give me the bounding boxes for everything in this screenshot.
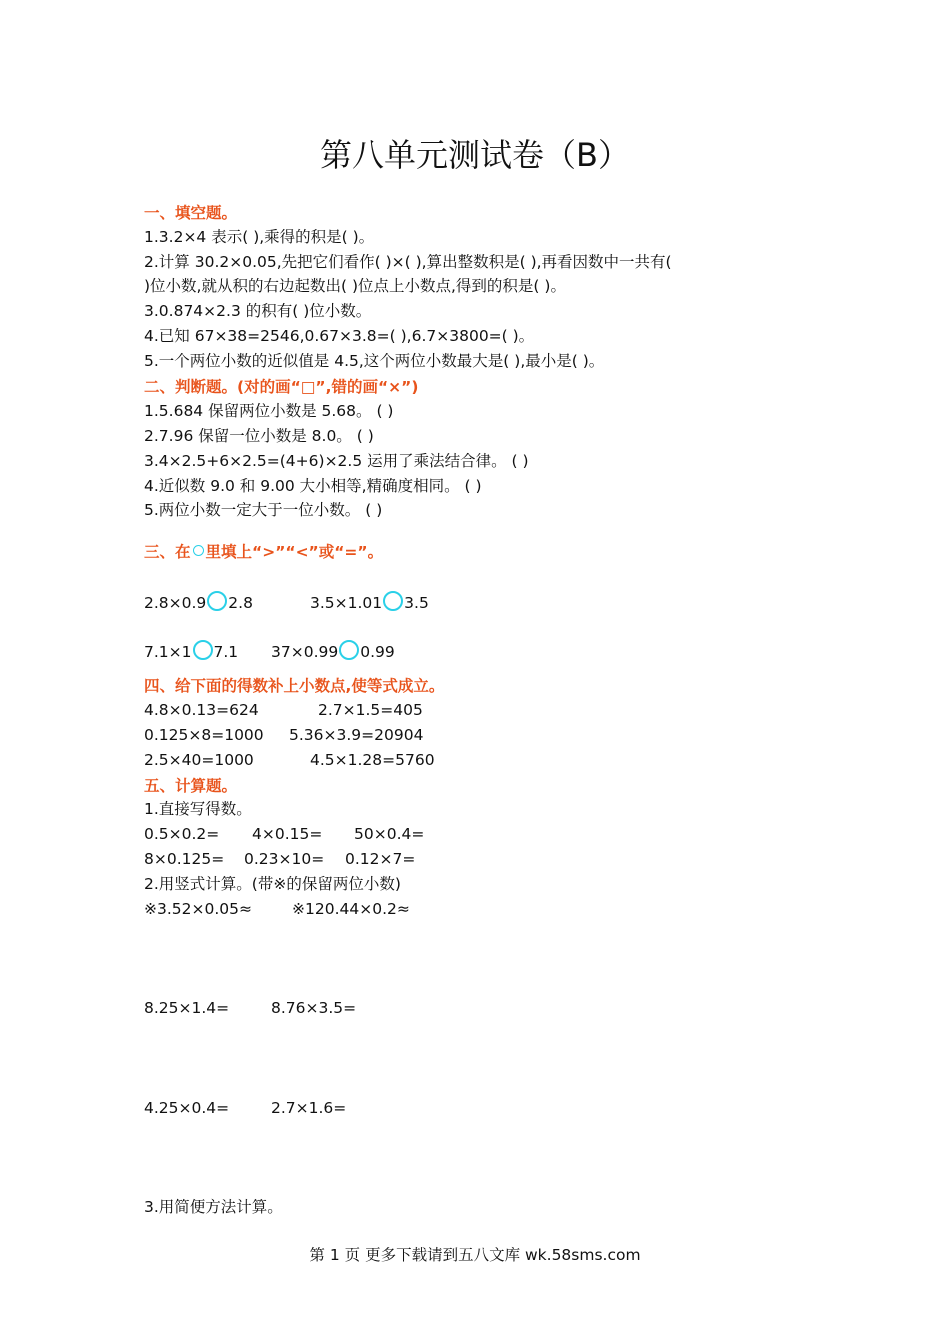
compare-row-2b bbox=[271, 640, 395, 662]
vertical-calc: 4.25×0.4= bbox=[144, 1099, 230, 1117]
compare-row-1 bbox=[144, 591, 253, 613]
direct-calc: 4×0.15= bbox=[252, 825, 323, 843]
compare-right: 0.99 bbox=[360, 643, 395, 661]
compare-right: 3.5 bbox=[404, 594, 429, 612]
direct-calc: 50×0.4= bbox=[354, 825, 425, 843]
question-1-3: 3.0.874×2.3 的积有( )位小数。 bbox=[144, 302, 372, 320]
vertical-calc: 8.25×1.4= bbox=[144, 999, 230, 1017]
compare-circle[interactable] bbox=[193, 640, 213, 660]
section-5-heading: 五、计算题。 bbox=[144, 777, 238, 795]
sub-heading-1: 1.直接写得数。 bbox=[144, 800, 252, 818]
compare-right: 2.8 bbox=[228, 594, 253, 612]
question-2-3: 3.4×2.5+6×2.5=(4+6)×2.5 运用了乘法结合律。 ( ) bbox=[144, 452, 529, 470]
question-1-4: 4.已知 67×38=2546,0.67×3.8=( ),6.7×3800=( )。 bbox=[144, 327, 535, 345]
section-1-heading: 一、填空题。 bbox=[144, 204, 238, 222]
circle-icon bbox=[193, 545, 204, 556]
compare-left: 2.8×0.9 bbox=[144, 594, 207, 612]
decimal-eq: 5.36×3.9=20904 bbox=[289, 726, 424, 744]
compare-circle[interactable] bbox=[339, 640, 359, 660]
sub-heading-3: 3.用简便方法计算。 bbox=[144, 1198, 283, 1216]
vertical-calc: ※3.52×0.05≈ bbox=[144, 900, 252, 918]
section-3-heading bbox=[144, 542, 383, 562]
direct-calc: 0.12×7= bbox=[345, 850, 416, 868]
compare-row-1b bbox=[310, 591, 429, 613]
direct-calc: 8×0.125= bbox=[144, 850, 225, 868]
section-3-heading-b: 里填上“>”“<”或“=”。 bbox=[205, 543, 384, 561]
page-footer: 第 1 页 更多下载请到五八文库 wk.58sms.com bbox=[309, 1246, 641, 1264]
compare-left: 3.5×1.01 bbox=[310, 594, 383, 612]
question-2-2: 2.7.96 保留一位小数是 8.0。 ( ) bbox=[144, 427, 374, 445]
vertical-calc: ※120.44×0.2≈ bbox=[292, 900, 410, 918]
compare-circle[interactable] bbox=[207, 591, 227, 611]
direct-calc: 0.23×10= bbox=[244, 850, 325, 868]
compare-row-2 bbox=[144, 640, 238, 662]
question-1-2a: 2.计算 30.2×0.05,先把它们看作( )×( ),算出整数积是( ),再看因数中一共有( bbox=[144, 253, 672, 271]
page-title: 第八单元测试卷（B） bbox=[320, 136, 630, 174]
question-2-1: 1.5.684 保留两位小数是 5.68。 ( ) bbox=[144, 402, 394, 420]
compare-left: 7.1×1 bbox=[144, 643, 192, 661]
section-2-heading: 二、判断题。(对的画“□”,错的画“×”) bbox=[144, 378, 419, 396]
vertical-calc: 8.76×3.5= bbox=[271, 999, 357, 1017]
vertical-calc: 2.7×1.6= bbox=[271, 1099, 347, 1117]
decimal-eq: 4.8×0.13=624 bbox=[144, 701, 259, 719]
compare-right: 7.1 bbox=[213, 643, 239, 661]
section-3-heading-a: 三、在 bbox=[144, 543, 191, 561]
decimal-eq: 2.7×1.5=405 bbox=[318, 701, 423, 719]
question-1-2b: )位小数,就从积的右边起数出( )位点上小数点,得到的积是( )。 bbox=[144, 277, 566, 295]
section-4-heading: 四、给下面的得数补上小数点,使等式成立。 bbox=[144, 677, 445, 695]
question-1-1: 1.3.2×4 表示( ),乘得的积是( )。 bbox=[144, 228, 375, 246]
compare-left: 37×0.99 bbox=[271, 643, 339, 661]
direct-calc: 0.5×0.2= bbox=[144, 825, 220, 843]
question-1-5: 5.一个两位小数的近似值是 4.5,这个两位小数最大是( ),最小是( )。 bbox=[144, 352, 605, 370]
decimal-eq: 2.5×40=1000 bbox=[144, 751, 254, 769]
question-2-5: 5.两位小数一定大于一位小数。 ( ) bbox=[144, 501, 383, 519]
compare-circle[interactable] bbox=[383, 591, 403, 611]
sub-heading-2: 2.用竖式计算。(带※的保留两位小数) bbox=[144, 875, 401, 893]
question-2-4: 4.近似数 9.0 和 9.00 大小相等,精确度相同。 ( ) bbox=[144, 477, 482, 495]
decimal-eq: 0.125×8=1000 bbox=[144, 726, 264, 744]
decimal-eq: 4.5×1.28=5760 bbox=[310, 751, 435, 769]
